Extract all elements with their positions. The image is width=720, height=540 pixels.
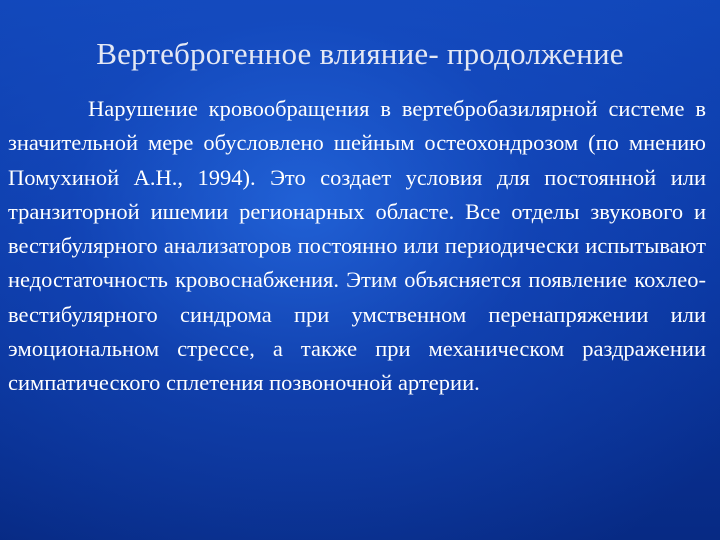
slide-title: Вертеброгенное влияние- продолжение — [96, 36, 624, 71]
slide-body-paragraph: Нарушение кровообращения в вертебробазилярной системе в значительной мере обусловлено шейным остеохондрозом (по мнению Помухиной А.Н., 1994). Это создает условия для постоянной или транзиторной ишемии регионарных областе. Все отделы звукового и вестибулярного анализаторов постоянно или периодически испытывают недостаточность кровоснабжения. Этим объясняется появление кохлео-вестибулярного синдрома при умственном перенапряжении или эмоциональном стрессе, а также при механическом раздражении симпатического сплетения позвоночной артерии. — [8, 96, 706, 396]
